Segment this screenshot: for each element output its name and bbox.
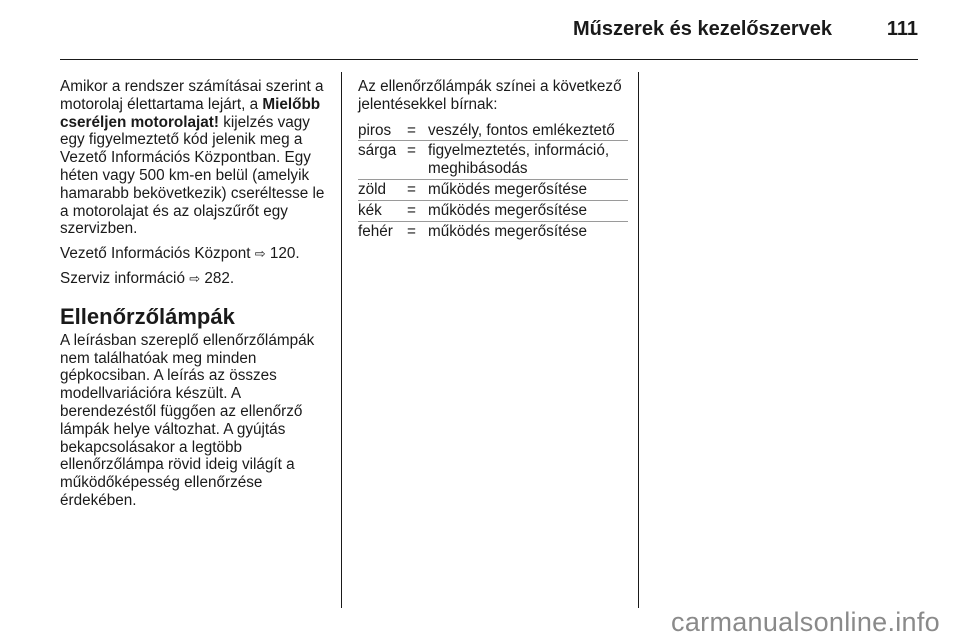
page-reference-arrow-icon: ⇨ xyxy=(189,270,201,286)
column-divider-left xyxy=(341,72,342,608)
oil-change-text-intro: Amikor a rendszer számításai szerint a motorolaj élettartama lejárt, a xyxy=(60,78,324,113)
color-meanings-intro: Az ellenőrzőlámpák színei a következő jelentésekkel bírnak: xyxy=(358,78,622,113)
color-meaning: veszély, fontos emlékeztető xyxy=(428,121,628,141)
table-row xyxy=(358,121,628,141)
color-meaning: működés megerősítése xyxy=(428,200,628,221)
equals-sign: = xyxy=(407,179,428,200)
table-row xyxy=(358,179,628,200)
page-reference-arrow-icon: ⇨ xyxy=(254,246,266,262)
color-name: sárga xyxy=(358,141,407,180)
section-body: A leírásban szereplő ellenőrzőlámpák nem találhatóak meg minden gépkocsiban. A leírás az összes modellvariációra készült. A berendezéstől függően az ellenőrző lámpák helye változhat. A gyújtás bekapcsolásakor a legtöbb ellenőrzőlámpa rövid ideig világít a működőképesség ellenőrzése érdekében. xyxy=(60,331,315,509)
color-name: zöld xyxy=(358,179,407,200)
equals-sign: = xyxy=(407,141,428,180)
oil-change-text-rest: kijelzés vagy egy figyelmeztető kód jelenik meg a Vezető Információs Központban. Egy héten vagy 500 km-en belül (amelyik hamarabb bekövetkezik) cseréltesse le a motorolajat és az olajszűrőt egy szervizben. xyxy=(60,113,325,238)
table-row xyxy=(358,221,628,241)
table-row xyxy=(358,141,628,180)
page-title: Műszerek és kezelőszervek xyxy=(572,18,832,40)
reference-page[interactable]: 282. xyxy=(204,269,235,287)
color-name: piros xyxy=(358,121,407,141)
table-row xyxy=(358,200,628,221)
color-name: fehér xyxy=(358,222,393,240)
right-column xyxy=(358,78,628,241)
reference-service-info xyxy=(60,270,332,288)
watermark: carmanualsonline.info xyxy=(671,607,940,637)
color-meaning: működés megerősítése xyxy=(428,222,587,240)
page-number: 111 xyxy=(886,18,918,40)
reference-text: Szerviz információ xyxy=(60,269,185,287)
color-meaning: működés megerősítése xyxy=(428,179,628,200)
color-meaning: figyelmeztetés, információ, meghibásodás xyxy=(428,141,628,180)
equals-sign: = xyxy=(407,121,428,141)
reference-text: Vezető Információs Központ xyxy=(60,245,251,263)
color-meanings-table xyxy=(358,121,628,242)
color-name: kék xyxy=(358,200,407,221)
section-heading: Ellenőrzőlámpák xyxy=(60,303,235,329)
equals-sign: = xyxy=(407,200,428,221)
oil-change-paragraph xyxy=(60,78,332,238)
reference-driver-info-center xyxy=(60,245,332,263)
reference-page[interactable]: 120. xyxy=(269,245,300,263)
page-header xyxy=(60,0,918,58)
left-column xyxy=(60,78,332,510)
equals-sign: = xyxy=(407,222,416,240)
oil-change-warning-message: Mielőbb cseréljen motorolajat! xyxy=(60,95,321,131)
header-divider xyxy=(60,59,918,60)
column-divider-right xyxy=(638,72,639,608)
